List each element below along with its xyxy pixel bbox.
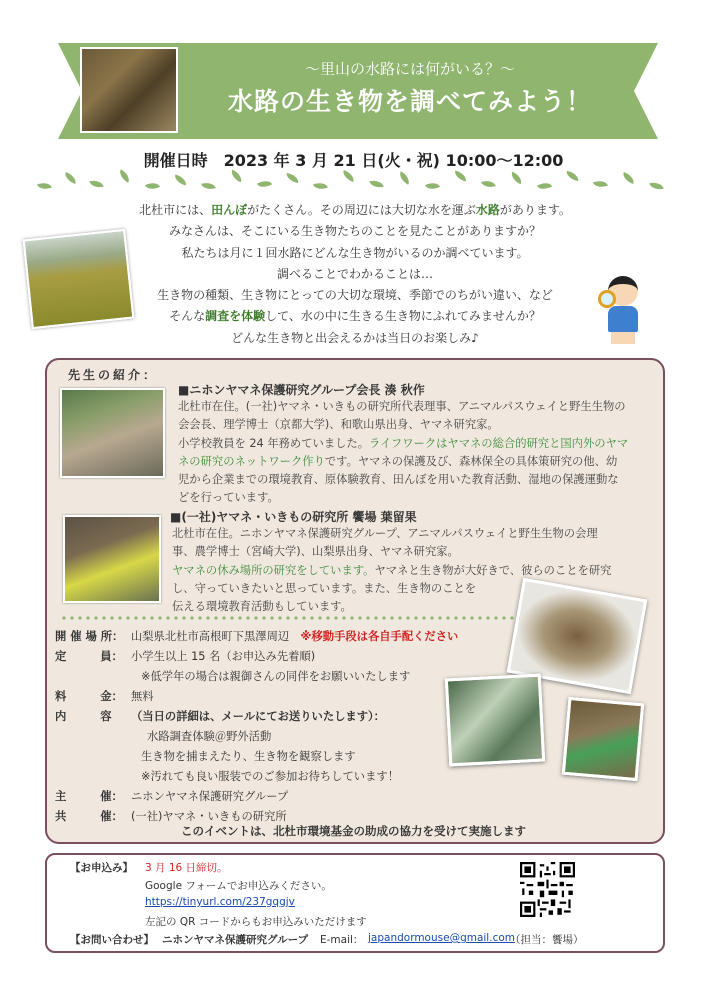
content-item-2: 生き物を捕まえたり、生き物を観察します xyxy=(141,750,356,763)
capacity-note: ※低学年の場合は親御さんの同伴をお願いいたします xyxy=(141,670,411,683)
capacity-row: 定 員： 小学生以上 15 名（お申込み先着順) xyxy=(55,650,316,663)
rice-field-photo xyxy=(23,229,135,329)
teachers-heading: 先生の紹介： xyxy=(68,368,159,382)
teacher1-name: ■ニホンヤマネ保護研究グループ会長 湊 秋作 xyxy=(178,383,425,397)
teacher2-bio: 北杜市在住。ニホンヤマネ保護研究グループ、アニマルパスウェイと野生生物の会理 事、農学博士（宮崎大学)、山梨県出身、ヤマネ研究家。 ヤマネの休み場所の研究をしています。ヤマネと生き物が大好きで、彼らのことを研究 し、守っていきたいと思っています。また、生き物のことを 伝える環境教育活動もしています。 xyxy=(172,527,612,614)
qr-code-icon[interactable] xyxy=(520,862,575,917)
apply-url-link[interactable]: https://tinyurl.com/237gqgjv xyxy=(145,896,295,908)
venue-row: 開 催 場 所： 山梨県北杜市高根町下黒澤周辺 ※移動手段は各自手配ください xyxy=(55,630,459,643)
cohost-row: 共 催： (一社)ヤマネ・いきもの研究所 xyxy=(55,810,287,823)
intro-text: 北杜市には、田んぼがたくさん。その周辺には大切な水を運ぶ水路があります。 みなさんは、そこにいる生き物たちのことを見たことがありますか？ 私たちは月に１回水路にどんな生き物がいるのか調べています。 調べることでわかることは… 生き物の種類、生き物にとっての大切な環境、季節でのちがい違い、など そんな調査を体験して、水の中に生きる生き物にふれてみませんか？ どんな生き物と出会えるかは当日のお楽しみ♪ xyxy=(139,203,571,345)
email-label: E-mail： xyxy=(320,934,364,946)
child-magnifier-icon xyxy=(598,272,648,346)
teacher2-name: ■(一社)ヤマネ・いきもの研究所 饗場 葉留果 xyxy=(170,510,417,524)
waterway-photo xyxy=(80,47,178,133)
subtitle: 〜里山の水路には何がいる？〜 xyxy=(304,60,515,78)
apply-method: Google フォームでお申込みください。 xyxy=(145,880,332,892)
host-row: 主 催： ニホンヤマネ保護研究グループ xyxy=(55,790,289,803)
apply-label: 【お申込み】 xyxy=(70,862,133,874)
qr-note: 左記の QR コードからもお申込みいただけます xyxy=(145,916,367,928)
teacher1-photo xyxy=(60,388,165,478)
child-survey-photo xyxy=(562,697,645,781)
page-title: 水路の生き物を調べてみよう！ xyxy=(227,87,592,116)
content-row: 内 容 （当日の詳細は、メールにてお送りいたします）： xyxy=(55,710,385,723)
contact-org: ニホンヤマネ保護研究グループ xyxy=(162,934,309,946)
leaf-garland-icon xyxy=(38,168,678,196)
event-date: 開催日時 2023 年 3 月 21 日(火・祝) 10:00〜12:00 xyxy=(143,151,564,170)
contact-person: （担当：饗場） xyxy=(510,934,584,946)
email-link[interactable]: japandormouse@gmail.com xyxy=(368,932,515,944)
plants-photo xyxy=(445,674,545,767)
dotted-divider xyxy=(60,616,520,620)
support-note: このイベントは、北杜市環境基金の助成の協力を受けて実施します xyxy=(181,824,526,838)
fee-row: 料 金： 無料 xyxy=(55,690,154,703)
teacher1-bio: 北杜市在住。(一社)ヤマネ・いきもの研究所代表理事、アニマルパスウェイと野生生物の 会会長、理学博士（京都大学)、和歌山県出身、ヤマネ研究家。 小学校教員を 24 年務めていました。ライフワークはヤマネの総合的研究と国内外のヤマ ネの研究のネットワーク作りです。ヤマネの保護及び、森林保全の具体策研究の他、幼 児から企業までの環境教育、原体験教育、田んぼを用いた教育活動、湿地の保護運動な どを行っています。 xyxy=(178,400,629,505)
content-item-1: 水路調査体験＠野外活動 xyxy=(147,730,272,743)
contact-label: 【お問い合わせ】 xyxy=(70,934,154,946)
apply-deadline: 3 月 16 日締切。 xyxy=(145,862,228,874)
content-item-3: ※汚れても良い服装でのご参加お待ちしています！ xyxy=(141,770,399,783)
teacher2-photo xyxy=(63,515,161,603)
